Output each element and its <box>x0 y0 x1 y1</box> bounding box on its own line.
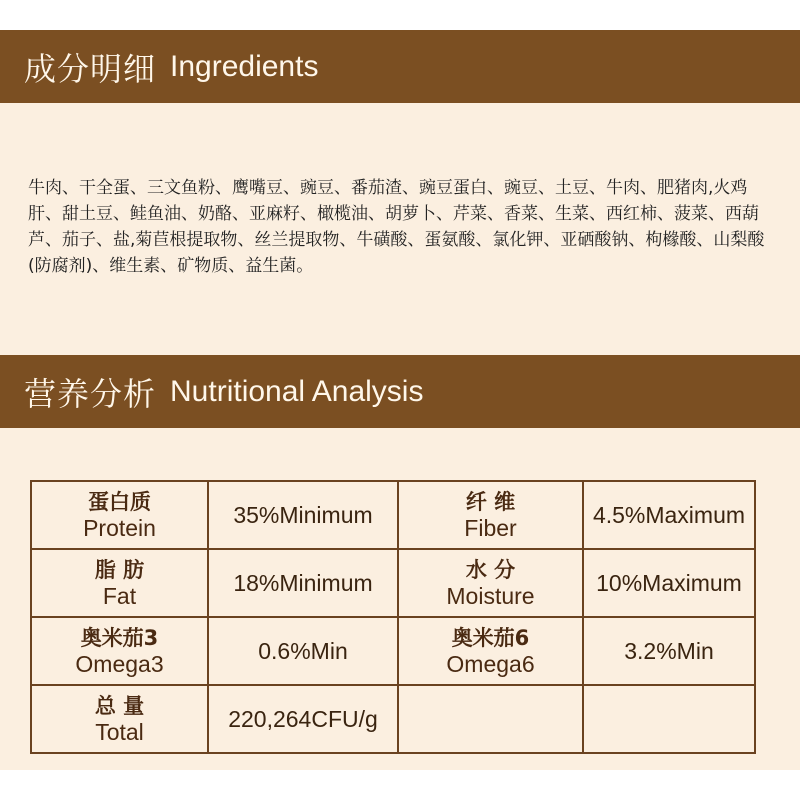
label-en: Omega6 <box>446 651 535 677</box>
value-cell <box>583 481 755 549</box>
label-cell <box>31 481 208 549</box>
value-cell <box>583 617 755 685</box>
value: 220,264CFU/g <box>228 705 378 732</box>
value: 35%Minimum <box>233 501 373 528</box>
nutrition-title-en: Nutritional Analysis <box>170 374 424 408</box>
value: 18%Minimum <box>233 569 373 596</box>
value: 4.5%Maximum <box>592 501 746 528</box>
empty-cell <box>398 685 583 753</box>
nutrition-panel <box>0 428 800 770</box>
ingredients-list-text: 牛肉、干全蛋、三文鱼粉、鹰嘴豆、豌豆、番茄渣、豌豆蛋白、豌豆、土豆、牛肉、肥猪肉,火鸡肝、甜土豆、鲑鱼油、奶酪、亚麻籽、橄榄油、胡萝卜、芹菜、香菜、生菜、西红柿、菠菜、西葫芦、茄子、盐,菊苣根提取物、丝兰提取物、牛磺酸、蛋氨酸、氯化钾、亚硒酸钠、枸橼酸、山梨酸(防腐剂)、维生素、矿物质、益生菌。 <box>28 178 765 276</box>
value: 0.6%Min <box>258 637 348 664</box>
ingredients-header <box>0 30 800 103</box>
bottom-margin <box>0 770 800 800</box>
label-cn: 奥米茄3 <box>80 626 159 650</box>
table-row <box>31 549 755 617</box>
value-cell <box>208 481 398 549</box>
value: 10%Maximum <box>596 569 742 596</box>
label-cn: 水 分 <box>465 558 516 582</box>
label-cn: 脂 肪 <box>94 558 145 582</box>
value-cell <box>208 617 398 685</box>
label-en: Omega3 <box>75 651 164 677</box>
label-cell <box>398 617 583 685</box>
empty-cell <box>583 685 755 753</box>
value-cell <box>583 549 755 617</box>
ingredients-title-cn: 成分明细 <box>24 49 157 88</box>
label-en: Total <box>95 719 144 745</box>
label-cn: 奥米茄6 <box>451 626 530 650</box>
label-cn: 蛋白质 <box>88 490 151 514</box>
value-cell <box>208 549 398 617</box>
label-en: Moisture <box>446 583 535 609</box>
value-cell <box>208 685 398 753</box>
ingredients-title-en: Ingredients <box>170 49 319 83</box>
nutrition-header <box>0 355 800 428</box>
label-cell <box>31 617 208 685</box>
label-cn: 总 量 <box>94 694 145 718</box>
table-row <box>31 617 755 685</box>
ingredients-panel <box>0 103 800 355</box>
label-cn: 纤 维 <box>465 490 516 514</box>
table-row <box>31 685 755 753</box>
label-en: Fat <box>102 583 137 609</box>
label-cell <box>398 549 583 617</box>
label-en: Protein <box>83 515 156 541</box>
nutrition-title-cn: 营养分析 <box>24 374 157 413</box>
label-cell <box>31 685 208 753</box>
value: 3.2%Min <box>624 637 714 664</box>
label-cell <box>398 481 583 549</box>
nutrition-table <box>30 480 756 754</box>
top-margin <box>0 0 800 30</box>
label-cell <box>31 549 208 617</box>
table-row <box>31 481 755 549</box>
label-en: Fiber <box>464 515 517 541</box>
